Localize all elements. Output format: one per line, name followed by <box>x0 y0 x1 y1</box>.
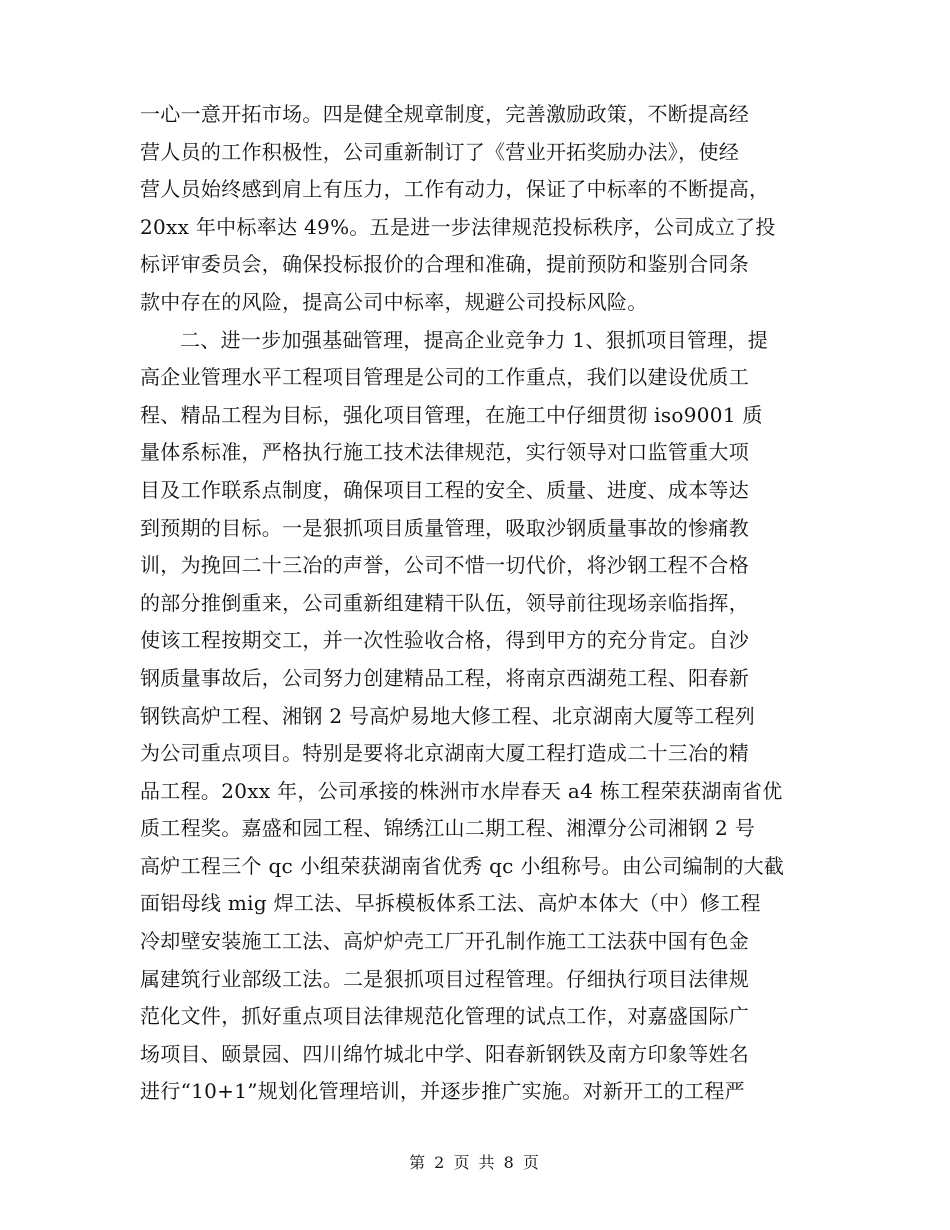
text-line: 钢铁高炉工程、湘钢 2 号高炉易地大修工程、北京湖南大厦等工程列 <box>140 703 756 728</box>
text-line: 质工程奖。嘉盛和园工程、锦绣江山二期工程、湘潭分公司湘钢 2 号 <box>140 816 756 841</box>
text-line: 到预期的目标。一是狠抓项目质量管理，吸取沙钢质量事故的惨痛教 <box>140 515 749 540</box>
text-line: 20xx 年中标率达 49%。五是进一步法律规范投标秩序，公司成立了投 <box>140 214 776 239</box>
text-line: 标评审委员会，确保投标报价的合理和准确，提前预防和鉴别合同条 <box>140 252 749 277</box>
text-line: 进行“10+1”规划化管理培训，并逐步推广实施。对新开工的工程严 <box>140 1079 745 1104</box>
text-line: 营人员的工作积极性，公司重新制订了《营业开拓奖励办法》，使经 <box>140 139 739 164</box>
text-line: 冷却壁安装施工工法、高炉炉壳工厂开孔制作施工工法获中国有色金 <box>140 929 749 954</box>
text-line: 的部分推倒重来，公司重新组建精干队伍，领导前往现场亲临指挥， <box>140 590 749 615</box>
text-line: 一心一意开拓市场。四是健全规章制度，完善激励政策，不断提高经 <box>140 102 749 126</box>
text-line: 为公司重点项目。特别是要将北京湖南大厦工程打造成二十三冶的精 <box>140 741 749 766</box>
text-line: 目及工作联系点制度，确保项目工程的安全、质量、进度、成本等达 <box>140 477 749 502</box>
text-line: 程、精品工程为目标，强化项目管理，在施工中仔细贯彻 iso9001 质 <box>140 402 763 427</box>
text-line: 品工程。20xx 年，公司承接的株洲市水岸春天 a4 栋工程荣获湖南省优 <box>140 778 783 803</box>
text-line: 使该工程按期交工，并一次性验收合格，得到甲方的充分肯定。自沙 <box>140 628 749 653</box>
text-line: 高炉工程三个 qc 小组荣获湖南省优秀 qc 小组称号。由公司编制的大截 <box>140 853 785 878</box>
text-line: 钢质量事故后，公司努力创建精品工程，将南京西湖苑工程、阳春新 <box>140 665 749 690</box>
text-line: 训，为挽回二十三冶的声誉，公司不惜一切代价，将沙钢工程不合格 <box>140 553 749 578</box>
text-line: 量体系标准，严格执行施工技术法律规范，实行领导对口监管重大项 <box>140 440 749 465</box>
text-line: 范化文件，抓好重点项目法律规范化管理的试点工作，对嘉盛国际广 <box>140 1004 749 1029</box>
text-line: 款中存在的风险，提高公司中标率，规避公司投标风险。 <box>140 289 648 314</box>
body-text <box>140 96 810 1111</box>
page-footer: 第 2 页 共 8 页 <box>409 1153 541 1172</box>
text-line: 属建筑行业部级工法。二是狠抓项目过程管理。仔细执行项目法律规 <box>140 966 749 991</box>
text-line: 场项目、颐景园、四川绵竹城北中学、阳春新钢铁及南方印象等姓名 <box>140 1041 749 1066</box>
text-line: 营人员始终感到肩上有压力，工作有动力，保证了中标率的不断提高， <box>140 177 770 202</box>
paragraph-start-line: 二、进一步加强基础管理，提高企业竞争力 1、狠抓项目管理，提 <box>180 327 769 352</box>
text-line: 面铝母线 mig 焊工法、早拆模板体系工法、高炉本体大（中）修工程 <box>140 891 761 916</box>
text-line: 高企业管理水平工程项目管理是公司的工作重点，我们以建设优质工 <box>140 365 749 390</box>
